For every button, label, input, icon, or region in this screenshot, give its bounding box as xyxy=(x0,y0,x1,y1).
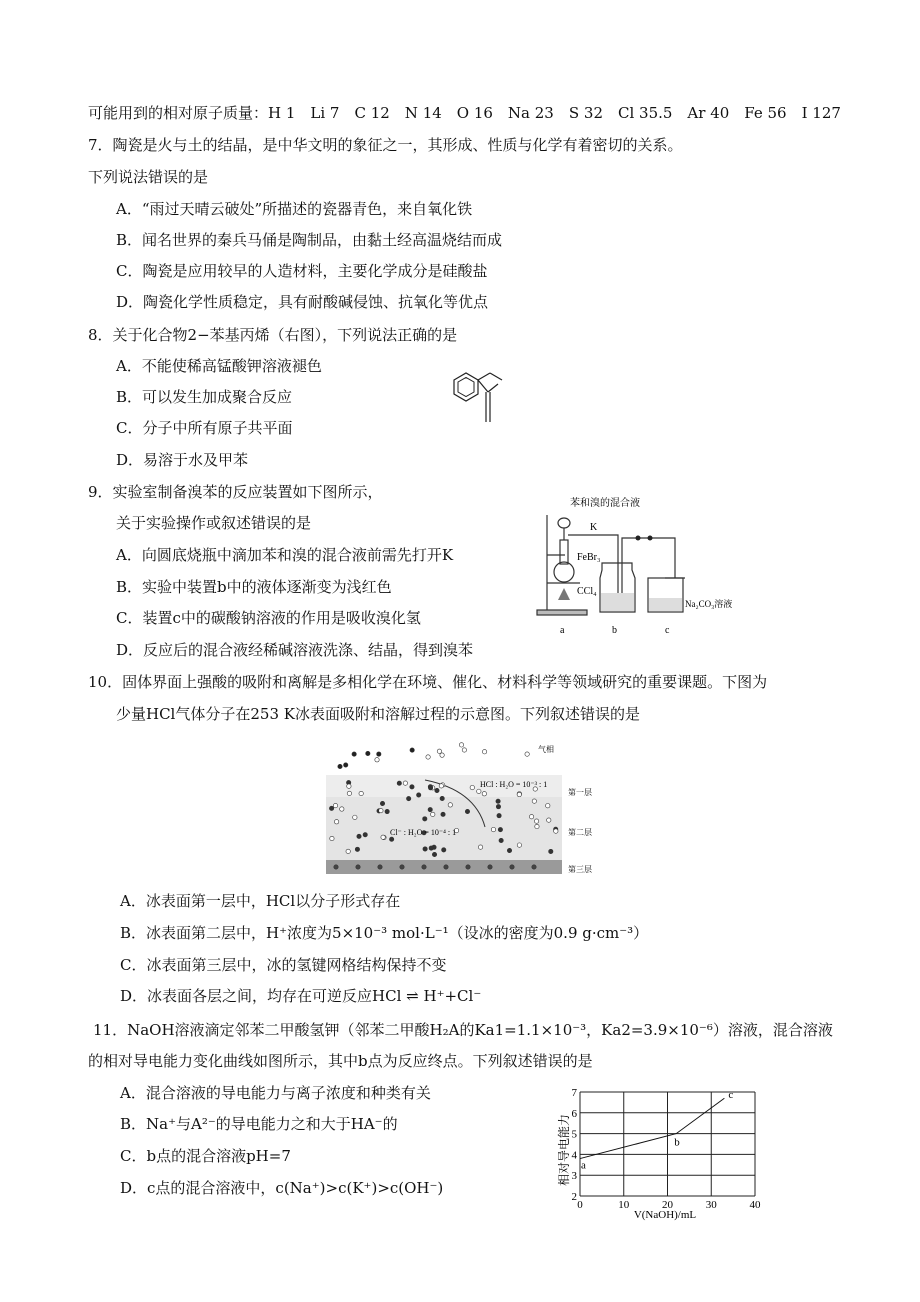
molecule-dot xyxy=(510,865,514,869)
q7-option-c: C．陶瓷是应用较早的人造材料，主要化学成分是硅酸盐 xyxy=(116,262,488,280)
q7-option-b: B．闻名世界的秦兵马俑是陶制品，由黏土经高温烧结而成 xyxy=(116,231,503,249)
molecule-dot xyxy=(416,793,420,797)
q7-option-d: D．陶瓷化学性质稳定，具有耐酸碱侵蚀、抗氧化等优点 xyxy=(116,293,489,311)
molecule-dot xyxy=(379,808,383,812)
y-tick-label: 7 xyxy=(571,1087,577,1099)
conductivity-chart xyxy=(540,1080,770,1220)
molecule-dot xyxy=(517,792,521,796)
molecule-dot xyxy=(431,812,435,816)
molecule-dot xyxy=(554,829,558,833)
molecule-dot xyxy=(355,847,359,851)
q7-stem-2: 下列说法错误的是 xyxy=(88,168,209,186)
label-na2co3: Na₂CO₃溶液 xyxy=(685,599,733,609)
molecule-dot xyxy=(444,865,448,869)
q7-option-a: A．“雨过天晴云破处”所描述的瓷器青色，来自氧化铁 xyxy=(116,200,473,218)
molecule-dot xyxy=(378,865,382,869)
q11-option-c: C．b点的混合溶液pH=7 xyxy=(120,1147,291,1165)
y-tick-label: 4 xyxy=(571,1149,577,1162)
molecule-dot xyxy=(547,818,551,822)
y-tick-label: 2 xyxy=(571,1191,577,1203)
q11-option-b: B．Na⁺与A²⁻的导电能力之和大于HA⁻的 xyxy=(120,1115,398,1133)
molecule-dot xyxy=(397,781,401,785)
y-axis-label: 相对导电能力 xyxy=(557,1113,571,1187)
molecule-dot xyxy=(435,788,439,792)
label-ratio-1: HCl : H₂O = 10⁻³ : 1 xyxy=(480,780,548,789)
molecule-dot xyxy=(440,796,444,800)
molecule-dot xyxy=(426,755,430,759)
q8-stem: 8．关于化合物2−苯基丙烯（右图），下列说法正确的是 xyxy=(88,326,458,344)
q9-stem: 9．实验室制备溴苯的反应装置如下图所示， xyxy=(88,483,383,501)
atomic-masses: 可能用到的相对原子质量：H 1 Li 7 C 12 N 14 O 16 Na 23 S 32 Cl 35.5 Ar 40 Fe 56 I 127 xyxy=(88,104,841,122)
y-tick-label: 3 xyxy=(571,1170,577,1183)
phenylpropene-structure xyxy=(436,366,516,428)
molecule-dot xyxy=(496,804,500,808)
molecule-dot xyxy=(529,815,533,819)
x-tick-label: 10 xyxy=(618,1199,630,1211)
molecule-dot xyxy=(403,781,407,785)
molecule-dot xyxy=(377,752,381,756)
label-b: b xyxy=(612,625,617,636)
molecule-dot xyxy=(428,785,432,789)
point-label-b: b xyxy=(674,1136,680,1149)
q11-option-a: A．混合溶液的导电能力与离子浓度和种类有关 xyxy=(120,1084,431,1102)
label-mixture: 苯和溴的混合液 xyxy=(570,498,640,509)
molecule-dot xyxy=(410,748,414,752)
x-axis-label: V(NaOH)/mL xyxy=(633,1209,697,1221)
molecule-dot xyxy=(330,836,334,840)
molecule-dot xyxy=(534,819,538,823)
molecule-dot xyxy=(437,749,441,753)
molecule-dot xyxy=(442,848,446,852)
point-label-c: c xyxy=(728,1089,734,1102)
molecule-dot xyxy=(389,837,393,841)
molecule-dot xyxy=(352,752,356,756)
molecule-dot xyxy=(375,758,379,762)
label-k: K xyxy=(590,522,598,533)
conductivity-line xyxy=(580,1098,724,1158)
x-tick-label: 40 xyxy=(749,1199,761,1211)
molecule-dot xyxy=(496,799,500,803)
molecule-dot xyxy=(482,750,486,754)
molecule-dot xyxy=(462,748,466,752)
hcl-ice-diagram xyxy=(320,735,620,885)
q9-stem-2: 关于实验操作或叙述错误的是 xyxy=(116,514,312,532)
molecule-dot xyxy=(356,865,360,869)
label-febr3: FeBr₃ xyxy=(577,552,601,563)
molecule-dot xyxy=(381,835,385,839)
molecule-dot xyxy=(363,833,367,837)
q11-stem: 11．NaOH溶液滴定邻苯二甲酸氢钾（邻苯二甲酸H₂A的Ka1=1.1×10⁻³，Ka2=3.9×10⁻⁶）溶液，混合溶液 xyxy=(93,1021,833,1039)
molecule-dot xyxy=(478,845,482,849)
molecule-dot xyxy=(517,843,521,847)
molecule-dot xyxy=(470,785,474,789)
molecule-dot xyxy=(546,803,550,807)
molecule-dot xyxy=(338,764,342,768)
molecule-dot xyxy=(347,791,351,795)
molecule-dot xyxy=(334,820,338,824)
q9-option-b: B．实验中装置b中的液体逐渐变为浅红色 xyxy=(116,578,392,596)
molecule-dot xyxy=(532,865,536,869)
molecule-dot xyxy=(428,807,432,811)
molecule-dot xyxy=(334,865,338,869)
q11-option-d: D．c点的混合溶液中，c(Na⁺)>c(K⁺)>c(OH⁻) xyxy=(120,1179,444,1197)
molecule-dot xyxy=(422,865,426,869)
molecule-dot xyxy=(549,849,553,853)
molecule-dot xyxy=(406,796,410,800)
molecule-dot xyxy=(346,849,350,853)
molecule-dot xyxy=(498,827,502,831)
x-tick-label: 0 xyxy=(577,1199,583,1211)
molecule-dot xyxy=(488,865,492,869)
label-a: a xyxy=(560,625,565,636)
label-gas-phase: 气相 xyxy=(538,745,554,754)
molecule-dot xyxy=(333,803,337,807)
q8-option-c: C．分子中所有原子共平面 xyxy=(116,419,293,437)
molecule-dot xyxy=(491,827,495,831)
q9-option-a: A．向圆底烧瓶中滴加苯和溴的混合液前需先打开K xyxy=(116,546,454,564)
molecule-dot xyxy=(499,838,503,842)
molecule-dot xyxy=(441,812,445,816)
molecule-dot xyxy=(532,799,536,803)
molecule-dot xyxy=(429,846,433,850)
q10-option-c: C．冰表面第三层中，冰的氢键网格结构保持不变 xyxy=(120,956,447,974)
y-tick-label: 6 xyxy=(571,1107,577,1120)
molecule-dot xyxy=(439,784,443,788)
molecule-dot xyxy=(465,809,469,813)
q9-option-d: D．反应后的混合液经稀碱溶液洗涤、结晶，得到溴苯 xyxy=(116,641,474,659)
molecule-dot xyxy=(423,847,427,851)
label-ratio-2: Cl⁻ : H₂O = 10⁻⁴ : 1 xyxy=(390,828,457,837)
label-layer-1: 第一层 xyxy=(568,788,592,797)
molecule-dot xyxy=(466,865,470,869)
q10-option-a: A．冰表面第一层中，HCl以分子形式存在 xyxy=(120,892,401,910)
molecule-dot xyxy=(482,792,486,796)
point-label-a: a xyxy=(581,1159,586,1172)
molecule-dot xyxy=(440,753,444,757)
q9-option-c: C．装置c中的碳酸钠溶液的作用是吸收溴化氢 xyxy=(116,609,421,627)
molecule-dot xyxy=(535,824,539,828)
molecule-dot xyxy=(357,834,361,838)
molecule-dot xyxy=(385,809,389,813)
bromobenzene-apparatus xyxy=(520,490,733,640)
molecule-dot xyxy=(448,803,452,807)
label-c: c xyxy=(665,625,670,636)
x-tick-label: 30 xyxy=(705,1199,717,1211)
molecule-dot xyxy=(497,813,501,817)
molecule-dot xyxy=(432,852,436,856)
q8-option-b: B．可以发生加成聚合反应 xyxy=(116,388,293,406)
q10-option-b: B．冰表面第二层中，H⁺浓度为5×10⁻³ mol·L⁻¹（设冰的密度为0.9 g·cm⁻³） xyxy=(120,924,649,942)
molecule-dot xyxy=(507,848,511,852)
molecule-dot xyxy=(410,785,414,789)
q10-stem-2: 少量HCl气体分子在253 K冰表面吸附和溶解过程的示意图。下列叙述错误的是 xyxy=(116,705,640,723)
q11-stem-2: 的相对导电能力变化曲线如图所示，其中b点为反应终点。下列叙述错误的是 xyxy=(88,1052,593,1070)
q10-stem: 10．固体界面上强酸的吸附和离解是多相化学在环境、催化、材料科学等领域研究的重要课题。下图为 xyxy=(88,673,768,691)
q10-option-d: D．冰表面各层之间，均存在可逆反应HCl ⇌ H⁺+Cl⁻ xyxy=(120,987,482,1005)
molecule-dot xyxy=(400,865,404,869)
label-layer-2: 第二层 xyxy=(568,828,592,837)
molecule-dot xyxy=(366,751,370,755)
molecule-dot xyxy=(353,815,357,819)
molecule-dot xyxy=(340,807,344,811)
y-tick-label: 5 xyxy=(571,1128,577,1141)
molecule-dot xyxy=(344,763,348,767)
q8-option-d: D．易溶于水及甲苯 xyxy=(116,451,249,469)
molecule-dot xyxy=(423,817,427,821)
molecule-dot xyxy=(380,801,384,805)
molecule-dot xyxy=(459,743,463,747)
x-tick-label: 20 xyxy=(662,1199,673,1211)
molecule-dot xyxy=(525,752,529,756)
molecule-dot xyxy=(347,784,351,788)
molecule-dot xyxy=(477,789,481,793)
molecule-dot xyxy=(359,791,363,795)
label-ccl4: CCl₄ xyxy=(577,586,597,597)
q7-stem: 7．陶瓷是火与土的结晶，是中华文明的象征之一，其形成、性质与化学有着密切的关系。 xyxy=(88,136,683,154)
molecule-dot xyxy=(329,806,333,810)
label-layer-3: 第三层 xyxy=(568,865,592,874)
q8-option-a: A．不能使稀高锰酸钾溶液褪色 xyxy=(116,357,322,375)
